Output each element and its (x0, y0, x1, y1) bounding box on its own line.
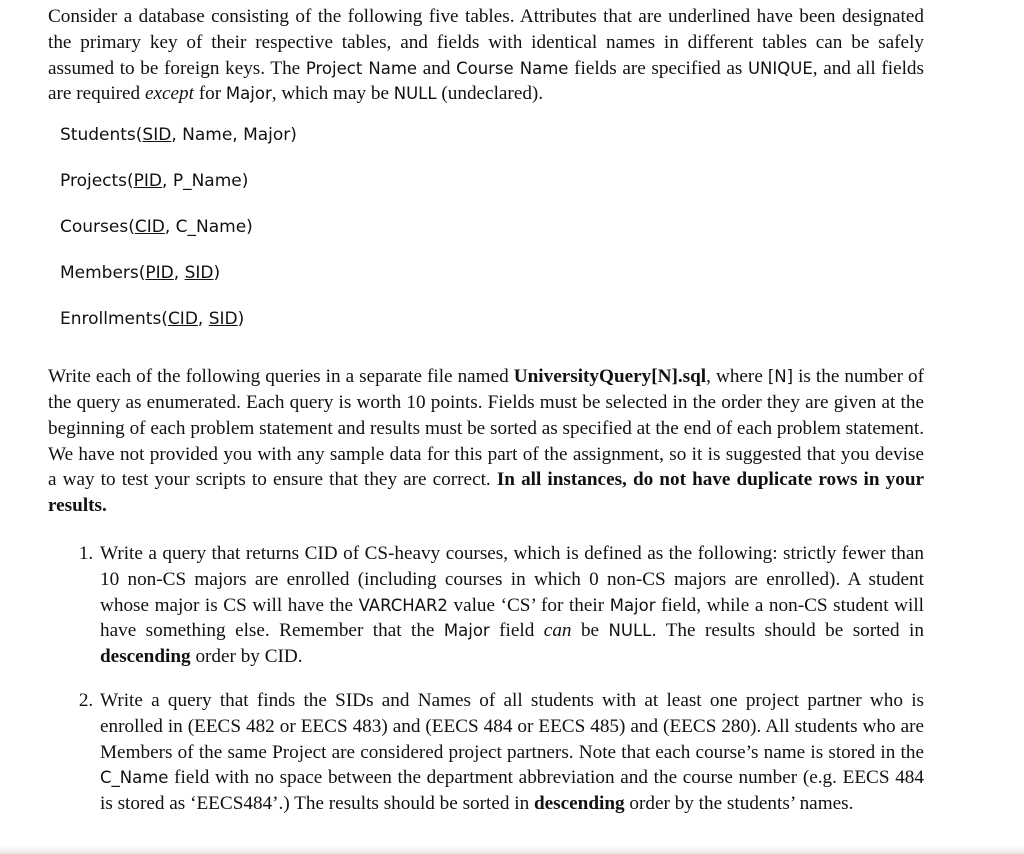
query-list (48, 541, 924, 817)
schema-courses: Courses(CID, C_Name) (60, 217, 253, 238)
schema-enrollments: Enrollments(CID, SID) (60, 309, 245, 330)
primary-key: CID (134, 217, 165, 238)
major-term: Major (225, 84, 272, 104)
schema-table-list (60, 124, 924, 354)
project-name-term: Project Name (305, 58, 418, 78)
major-term: Major (609, 595, 656, 615)
except-term: except (144, 83, 194, 105)
unique-term: UNIQUE (747, 58, 813, 78)
page-bottom-edge (0, 846, 1024, 854)
filename-term: UniversityQuery[N].sql (513, 366, 707, 388)
instructions-paragraph: Write each of the following queries in a separate file named UniversityQuery[N].sql, where [N] is the number of the query as enumerated. Each query is worth 10 points. Fields must be selected in the order they are given at the beginning of each problem statement and results must be sorted as specified at the end of each problem statement. We have not provided you with any sample data for this part of the assignment, so it is suggested that you devise a way to test your scripts to ensure that they are correct. In all instances, do not have duplicate rows in your results. (48, 366, 925, 517)
primary-key: PID (145, 263, 174, 284)
intro-paragraph: Consider a database consisting of the following five tables. Attributes that are underlined have been designated the primary key of their respective tables, and fields with identical names in different tables can be safely assumed to be foreign keys. The Project Name and Course Name fields are specified as UNIQUE, and all fields are required except for Major, which may be NULL (undeclared). (48, 6, 924, 105)
schema-students: Students(SID, Name, Major) (60, 125, 297, 146)
n-term: [N] (767, 367, 794, 387)
schema-members: Members(PID, SID) (60, 263, 221, 284)
primary-key: SID (142, 125, 172, 146)
primary-key: PID (133, 171, 163, 192)
primary-key: SID (208, 309, 238, 330)
no-duplicates-note: In all instances, do not have duplicate rows in your results. (48, 469, 925, 517)
primary-key: SID (184, 263, 214, 284)
c-name-term: C_Name (100, 768, 169, 788)
query-item-1: 1. Write a query that returns CID of CS-heavy courses, which is defined as the following: strictly fewer than 10 non-CS majors are enrolled (including courses in which 0 non-CS majors are enrolled). A student whose major is CS will have the VARCHAR2 value ‘CS’ for their Major field, while a non-CS student will have something else. Remember that the Major field can be NULL. The results should be sorted in descending order by CID. (98, 541, 924, 670)
intro-text: Consider a database consisting of the following five tables. Attributes that are underlined have been designated the primary key of their respective tables, and fields with identical names in different tables can be safely assumed to be foreign keys. The (48, 6, 924, 79)
schema-projects: Projects(PID, P_Name) (60, 171, 249, 192)
course-name-term: Course Name (456, 58, 569, 78)
primary-key: CID (167, 309, 198, 330)
varchar-term: VARCHAR2 (358, 595, 448, 615)
major-term: Major (443, 621, 490, 641)
null-term: NULL. (608, 621, 657, 641)
query-item-2: 2. Write a query that finds the SIDs and Names of all students with at least one project partner who is enrolled in (EECS 482 or EECS 483) and (EECS 484 or EECS 485) and (EECS 280). All students who are Members of the same Project are considered project partners. Note that each course’s name is stored in the C_Name field with no space between the department abbreviation and the course number (e.g. EECS 484 is stored as ‘EECS484’.) The results should be sorted in descending order by the students’ names. (98, 688, 924, 817)
document-page (48, 4, 924, 835)
null-term: NULL (393, 84, 437, 104)
